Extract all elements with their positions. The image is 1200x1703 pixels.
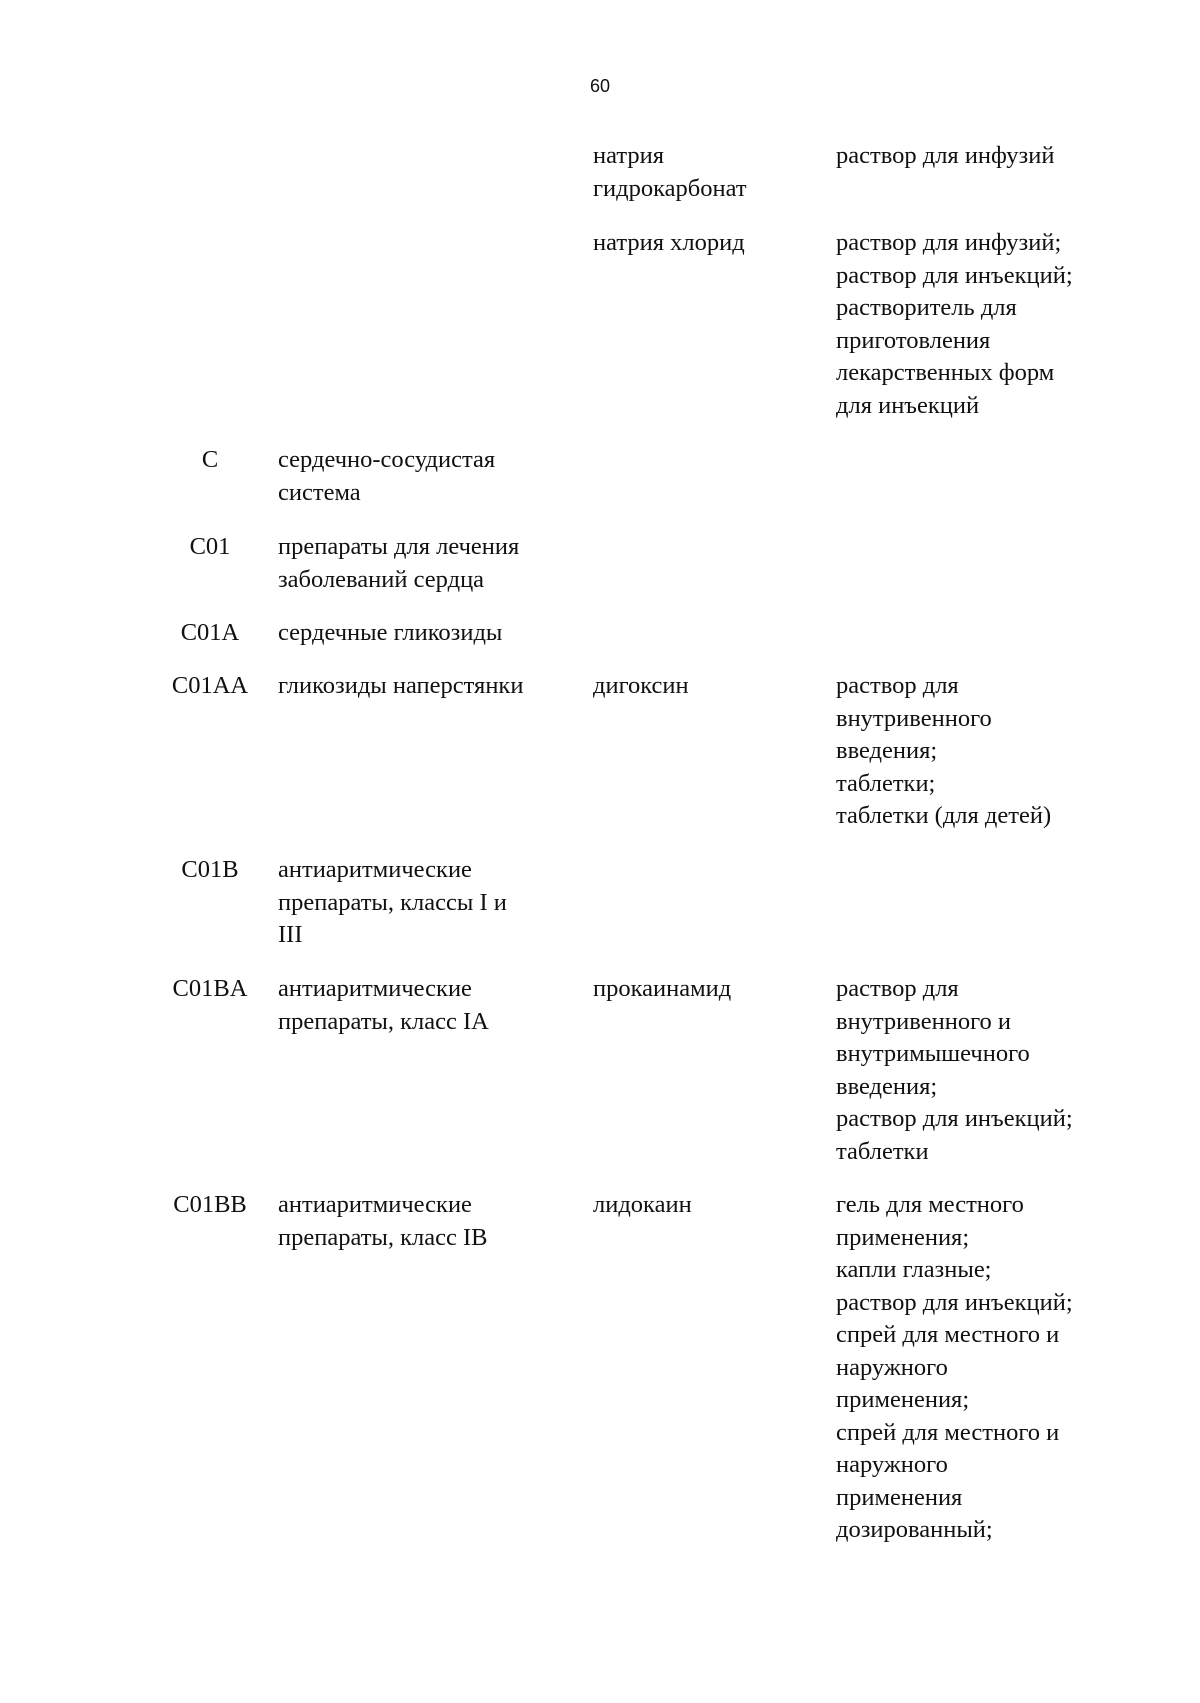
dosage-forms: раствор для внутривенного введения; таблетки; таблетки (для детей) — [836, 672, 1052, 829]
dosage-forms: раствор для внутривенного и внутримышечного введения; раствор для инъекций; таблетки — [836, 975, 1073, 1165]
drug-name: лидокаин — [593, 1191, 692, 1218]
dosage-forms: раствор для инфузий — [836, 142, 1055, 169]
anatomical-therapeutic-group: гликозиды наперстянки — [278, 672, 524, 699]
anatomical-therapeutic-group: антиаритмические препараты, классы I и III — [278, 856, 507, 948]
anatomical-therapeutic-group: сердечные гликозиды — [278, 619, 503, 646]
drug-name: прокаинамид — [593, 975, 732, 1002]
atc-code: C01A — [180, 619, 240, 646]
dosage-forms: раствор для инфузий; раствор для инъекций; растворитель для приготовления лекарственных форм для инъекций — [836, 229, 1073, 419]
page-number: 60 — [589, 76, 611, 96]
atc-code: C01B — [181, 856, 239, 883]
drug-name: дигоксин — [593, 672, 689, 699]
atc-code: C — [201, 446, 219, 473]
atc-code: C01AA — [171, 672, 249, 699]
anatomical-therapeutic-group: антиаритмические препараты, класс IA — [278, 975, 489, 1035]
anatomical-therapeutic-group: антиаритмические препараты, класс IB — [278, 1191, 488, 1251]
drug-name: натрия гидрокарбонат — [593, 142, 747, 202]
atc-code: C01BA — [172, 975, 248, 1002]
atc-code: C01BB — [173, 1191, 247, 1218]
atc-code: C01 — [189, 533, 231, 560]
anatomical-therapeutic-group: сердечно-сосудистая система — [278, 446, 496, 506]
drug-name: натрия хлорид — [593, 229, 745, 256]
anatomical-therapeutic-group: препараты для лечения заболеваний сердца — [278, 533, 520, 593]
dosage-forms: гель для местного применения; капли глазные; раствор для инъекций; спрей для местного и наружного применения; спрей для местного и наружного применения дозированный; — [836, 1191, 1073, 1543]
